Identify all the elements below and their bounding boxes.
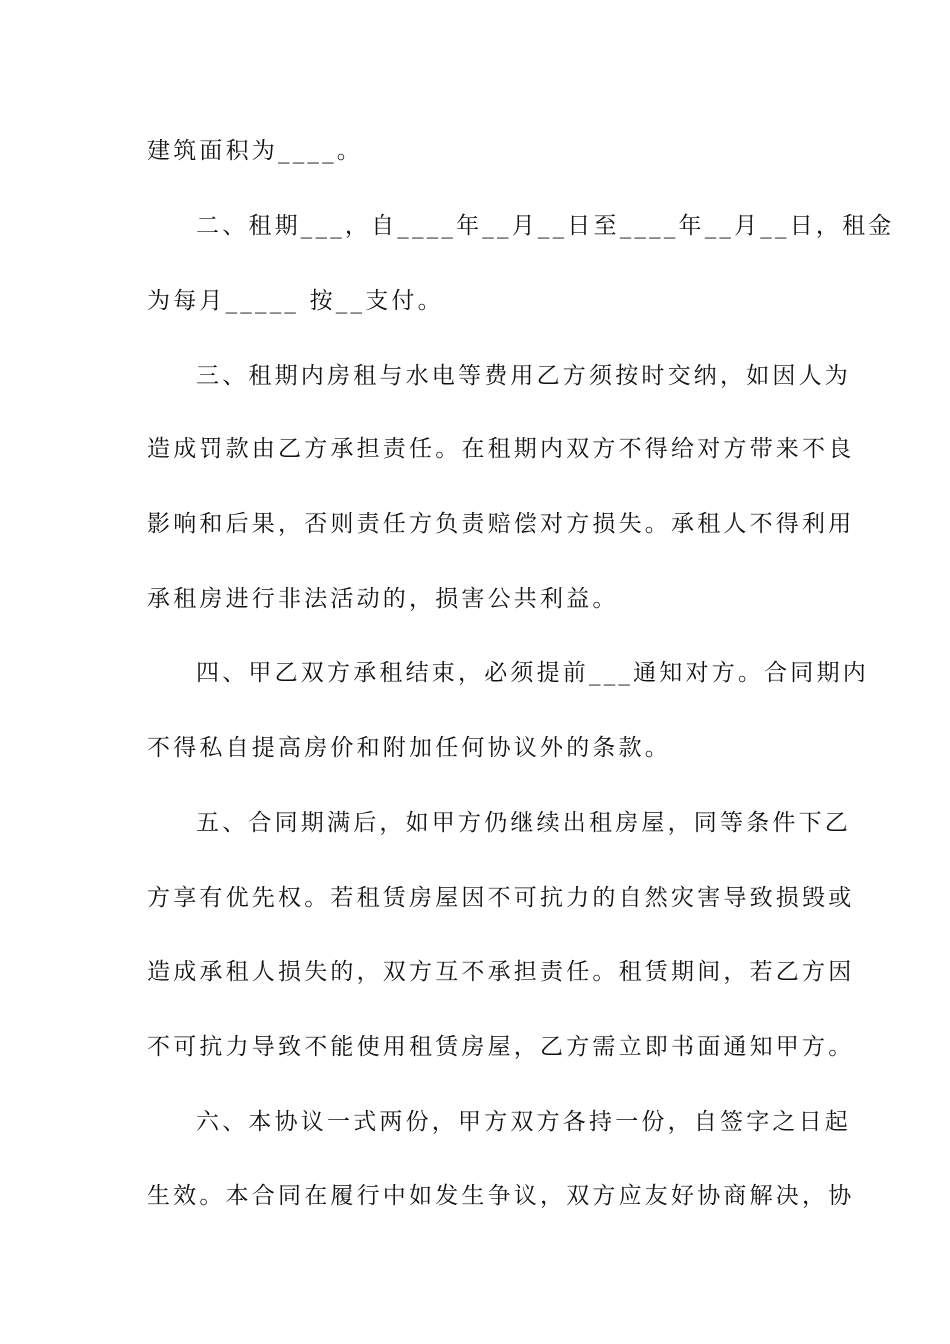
text-line: 方享有优先权。若租赁房屋因不可抗力的自然灾害导致损毁或	[147, 885, 855, 911]
text-line: 生效。本合同在履行中如发生争议，双方应友好协商解决，协	[147, 1183, 855, 1209]
clause-3-line: 三、租期内房租与水电等费用乙方须按时交纳，如因人为	[196, 363, 851, 389]
clause-5-line: 五、合同期满后，如甲方仍继续出租房屋，同等条件下乙	[196, 810, 851, 836]
text-line: 建筑面积为____。	[147, 138, 363, 164]
clause-6-line: 六、本协议一式两份，甲方双方各持一份，自签字之日起	[196, 1109, 851, 1135]
clause-2-line: 二、租期___，自____年__月__日至____年__月__日，租金	[196, 213, 895, 239]
text-line: 造成承租人损失的，双方互不承担责任。租赁期间，若乙方因	[147, 959, 855, 985]
clause-4-line: 四、甲乙双方承租结束，必须提前___通知对方。合同期内	[196, 660, 869, 686]
text-line: 影响和后果，否则责任方负责赔偿对方损失。承租人不得利用	[147, 511, 855, 537]
text-line: 不可抗力导致不能使用租赁房屋，乙方需立即书面通知甲方。	[147, 1034, 855, 1060]
text-line: 承租房进行非法活动的，损害公共利益。	[147, 586, 619, 612]
text-line: 不得私自提高房价和附加任何协议外的条款。	[147, 735, 671, 761]
text-line: 造成罚款由乙方承担责任。在租期内双方不得给对方带来不良	[147, 436, 855, 462]
text-line: 为每月_____ 按__支付。	[147, 288, 444, 314]
